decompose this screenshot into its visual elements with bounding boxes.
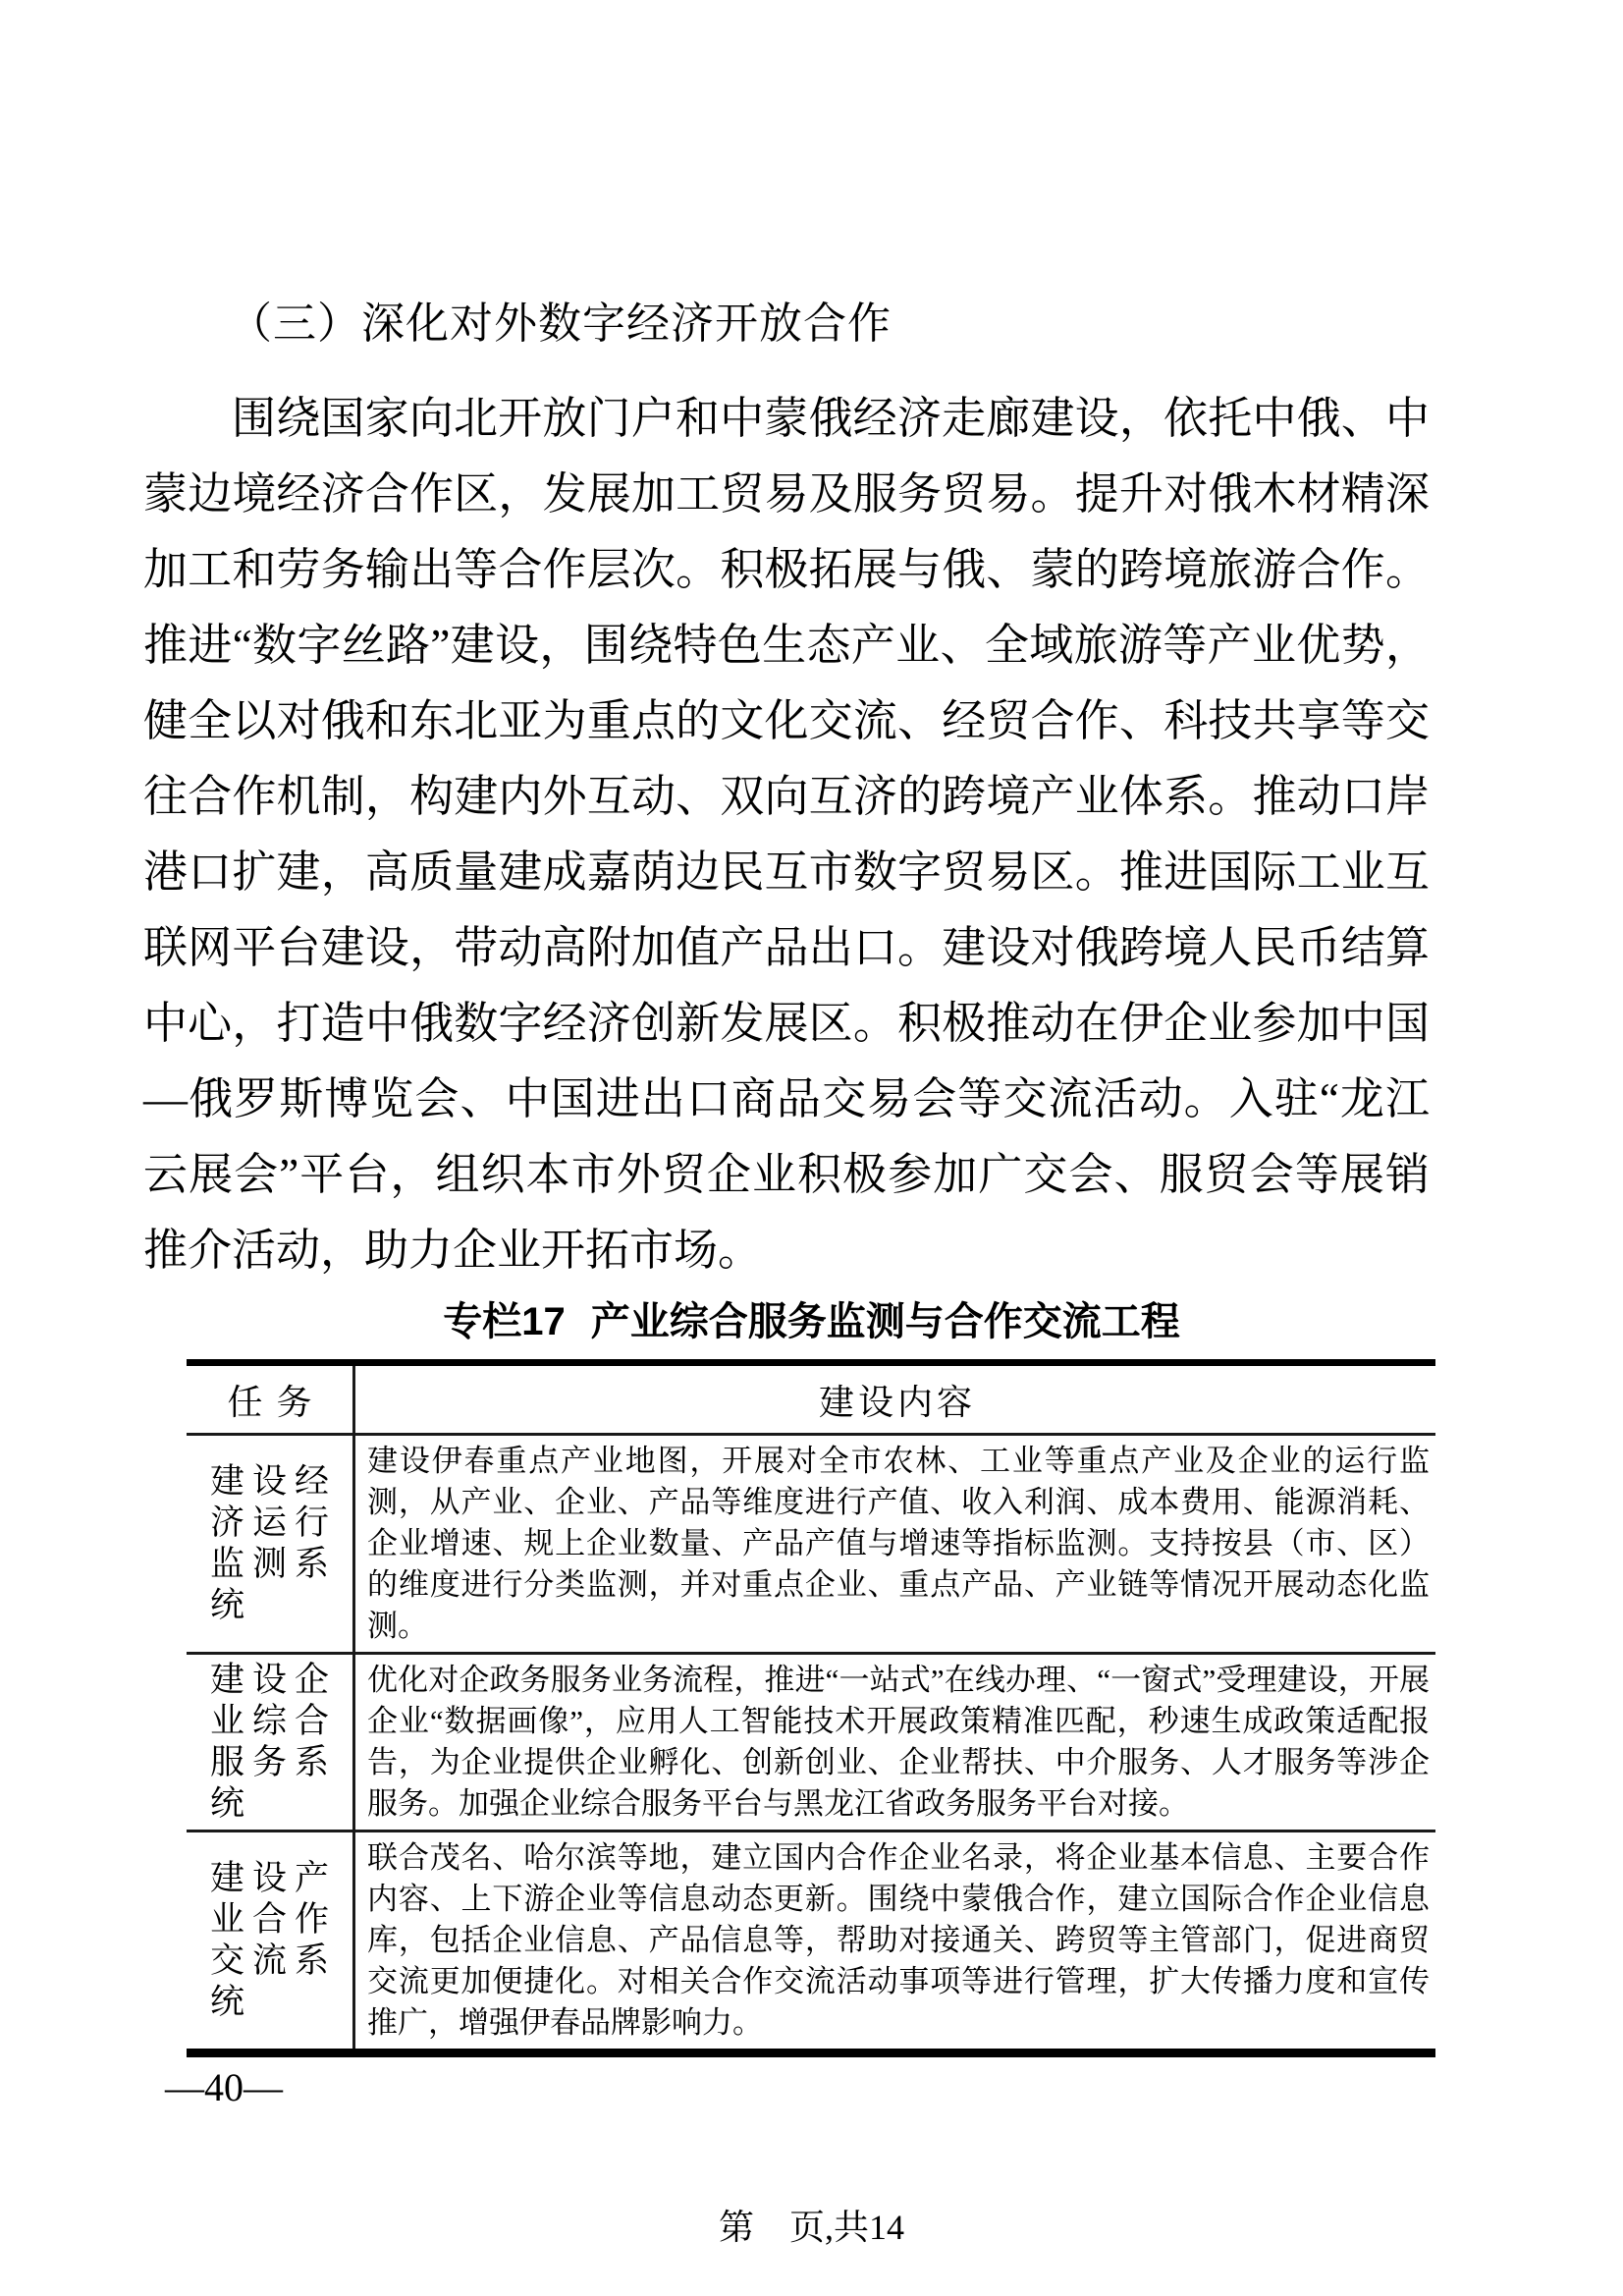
paragraph-line: 推介活动，助力企业开拓市场。	[143, 1226, 763, 1275]
box-table	[187, 1359, 1435, 2057]
content-text: 建设伊春重点产业地图，开展对全市农林、工业等重点产业及企业的运行监测，从产业、企业、产品等维度进行产值、收入利润、成本费用、能源消耗、企业增速、规上企业数量、产品产值与增速等指标监测。支持按县（市、区）的维度进行分类监测，并对重点企业、重点产品、产业链等情况开展动态化监测。	[367, 1444, 1430, 1643]
paragraph-line: 推进“数字丝路”建设，围绕特色生态产业、全域旅游等产业优势，	[143, 621, 1430, 670]
footer-page-field: 第 页,共14	[718, 2208, 904, 2247]
paragraph-line: 围绕国家向北开放门户和中蒙俄经济走廊建设，依托中俄、中	[232, 394, 1430, 443]
task-cell	[187, 1832, 355, 2049]
content-text: 联合茂名、哈尔滨等地，建立国内合作企业名录，将企业基本信息、主要合作内容、上下游企业等信息动态更新。围绕中蒙俄合作，建立国际合作企业信息库，包括企业信息、产品信息等，帮助对接通关、跨贸等主管部门，促进商贸交流更加便捷化。对相关合作交流活动事项等进行管理，扩大传播力度和宣传推广，增强伊春品牌影响力。	[367, 1840, 1430, 2040]
paragraph-line: —俄罗斯博览会、中国进出口商品交易会等交流活动。入驻“龙江	[143, 1074, 1430, 1123]
task-cell	[187, 1436, 355, 1652]
table-row	[187, 1830, 1435, 2049]
col-header-content: 建设内容	[818, 1382, 976, 1422]
paragraph-line: 加工和劳务输出等合作层次。积极拓展与俄、蒙的跨境旅游合作。	[143, 545, 1430, 594]
col-header-task: 任务	[187, 1366, 355, 1433]
box-label: 专栏17	[443, 1300, 566, 1343]
task-label: 建设产业合作交流系统	[210, 1859, 329, 2021]
box-title-text: 产业综合服务监测与合作交流工程	[590, 1300, 1180, 1343]
table-row	[187, 1652, 1435, 1830]
box-title	[0, 1298, 1623, 1345]
task-label: 建设企业综合服务系统	[210, 1661, 329, 1823]
paragraph-line: 蒙边境经济合作区，发展加工贸易及服务贸易。提升对俄木材精深	[143, 469, 1430, 519]
paragraph-line: 港口扩建，高质量建成嘉荫边民互市数字贸易区。推进国际工业互	[143, 847, 1430, 897]
content-cell	[355, 1832, 1435, 2049]
body-paragraph	[143, 381, 1430, 1288]
paragraph-line: 往合作机制，构建内外互动、双向互济的跨境产业体系。推动口岸	[143, 772, 1430, 821]
paragraph-line: 云展会”平台，组织本市外贸企业积极参加广交会、服贸会等展销	[143, 1150, 1430, 1199]
paragraph-line: 中心，打造中俄数字经济创新发展区。积极推动在伊企业参加中国	[143, 999, 1430, 1048]
paragraph-line: 联网平台建设，带动高附加值产品出口。建设对俄跨境人民币结算	[143, 923, 1430, 972]
table-row	[187, 1433, 1435, 1652]
section-heading: （三）深化对外数字经济开放合作	[229, 300, 892, 348]
paragraph-line: 健全以对俄和东北亚为重点的文化交流、经贸合作、科技共享等交	[143, 696, 1430, 745]
task-cell	[187, 1655, 355, 1830]
content-cell	[355, 1655, 1435, 1830]
task-label: 建设经济运行监测系统	[210, 1462, 329, 1624]
table-header-row	[187, 1366, 1435, 1433]
page-number: —40—	[165, 2065, 283, 2109]
content-text: 优化对企政务服务业务流程，推进“一站式”在线办理、“一窗式”受理建设，开展企业“数据画像”，应用人工智能技术开展政策精准匹配，秒速生成政策适配报告，为企业提供企业孵化、创新创业、企业帮扶、中介服务、人才服务等涉企服务。加强企业综合服务平台与黑龙江省政务服务平台对接。	[367, 1663, 1430, 1821]
content-cell	[355, 1436, 1435, 1652]
